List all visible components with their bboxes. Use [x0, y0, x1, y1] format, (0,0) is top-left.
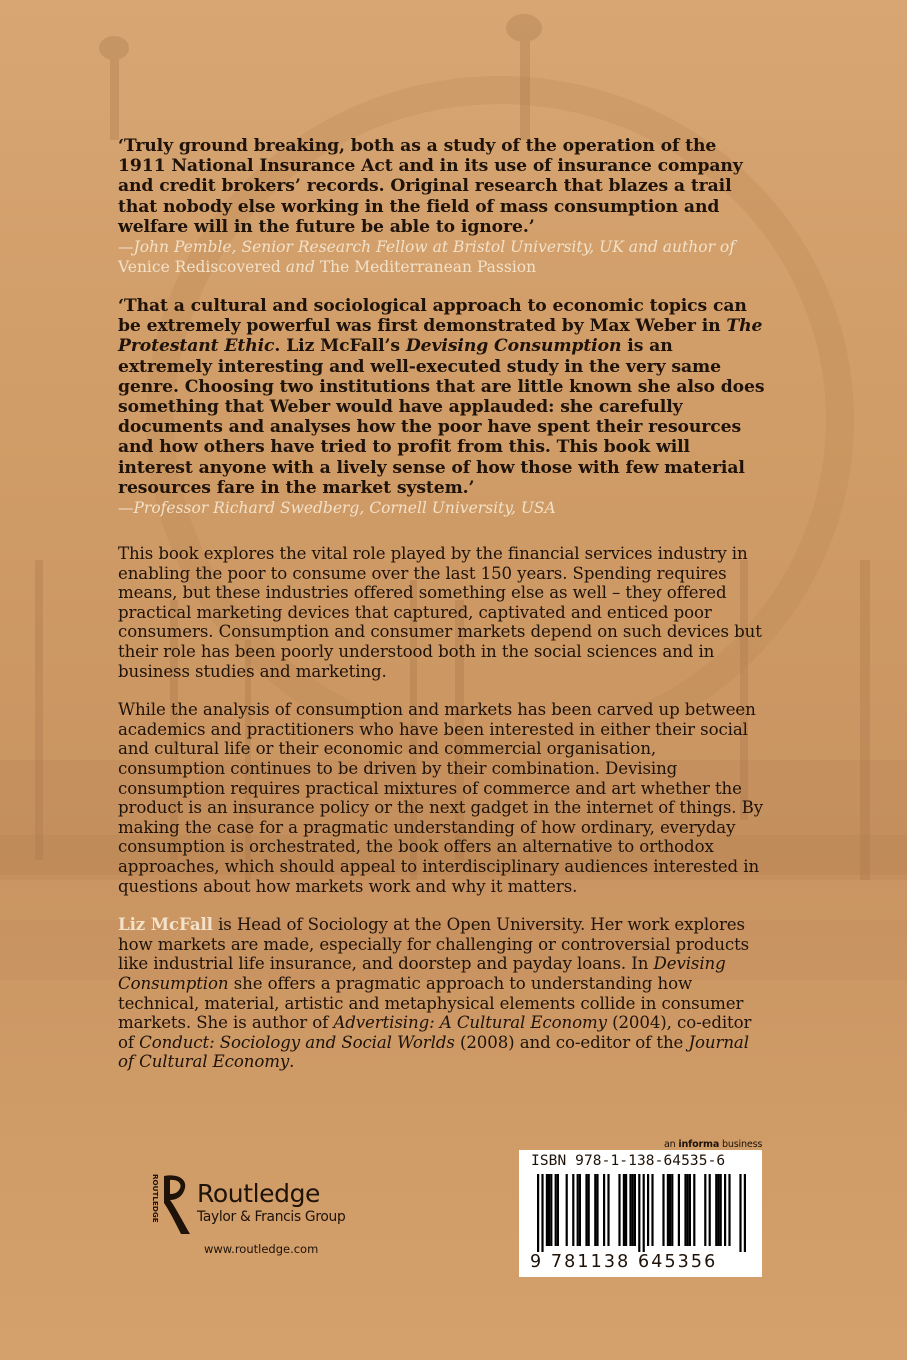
barcode-bar: [689, 1174, 691, 1246]
barcode-bar: [715, 1174, 717, 1246]
barcode-bar: [647, 1174, 649, 1246]
informa-business-label: [664, 1139, 762, 1150]
barcode-bar: [669, 1174, 671, 1246]
quote-1-book-title-1: Venice Rediscovered: [118, 258, 281, 277]
barcode-bar: [662, 1174, 664, 1246]
bio-journal: Journal of Cultural Economy: [118, 1032, 749, 1072]
barcode-bar: [724, 1174, 726, 1246]
bio-text-1: is Head of Sociology at the Open University. Her work explores how markets are made, especially for challenging or controversial products like industrial life insurance, and doorstep and payday loans. In: [118, 915, 750, 974]
quote-2: [118, 296, 768, 518]
barcode-bar: [693, 1174, 695, 1246]
barcode-bar: [634, 1174, 636, 1246]
barcode-bar: [728, 1174, 730, 1246]
barcode-bar: [629, 1174, 631, 1246]
bio-text-3: (2004), co-editor of: [118, 1013, 752, 1052]
barcode-bar: [557, 1174, 559, 1246]
publisher-website: www.routledge.com: [204, 1242, 319, 1256]
barcode-bar: [594, 1174, 596, 1246]
bio-book-1: Devising Consumption: [118, 954, 726, 993]
barcode-bar: [687, 1174, 689, 1246]
bio-book-2: Advertising: A Cultural Economy: [333, 1013, 607, 1033]
barcode-bar: [579, 1174, 581, 1246]
routledge-logo-icon: [148, 1172, 194, 1236]
barcode-bar: [623, 1174, 625, 1246]
informa-suffix: business: [721, 1139, 763, 1150]
barcode-bar: [537, 1174, 539, 1252]
routledge-logo-vertical-text: ROUTLEDGE: [151, 1174, 160, 1223]
barcode-bars: [519, 1172, 762, 1252]
barcode-bar: [541, 1174, 543, 1252]
quote-2-text-c: is an extremely interesting and well-executed study in the very same genre. Choosing two institutions that are little known she also does something that Weber would have applauded: she carefully documents and analyses how the poor have spent their resources and how others have tried to profit from this. This book will interest anyone with a lively sense of how those with few material resources fare in the market system.’: [118, 336, 765, 498]
barcode-bar: [548, 1174, 550, 1246]
quote-1-and: and: [285, 258, 315, 277]
barcode-bar: [618, 1174, 620, 1246]
barcode-bar: [717, 1174, 719, 1246]
barcode-bar: [684, 1174, 686, 1246]
bio-book-3: Conduct: Sociology and Social Worlds: [139, 1032, 455, 1052]
barcode-bar: [555, 1174, 557, 1246]
informa-prefix: an: [664, 1139, 676, 1150]
quote-2-text-a: ‘That a cultural and sociological approach to economic topics can be extremely powerful was first demonstrated by Max Weber in: [118, 296, 747, 337]
bio-text-2: she offers a pragmatic approach to understanding how technical, material, artistic and metaphysical elements collide in consumer markets. She is author of: [118, 973, 744, 1033]
barcode-bar: [596, 1174, 598, 1246]
ean-right: 645356: [637, 1252, 718, 1272]
barcode-bar: [704, 1174, 706, 1246]
barcode-bar: [651, 1174, 653, 1246]
publisher-name: Routledge: [197, 1179, 321, 1208]
quote-1-attribution-text: —John Pemble, Senior Research Fellow at Bristol University, UK and author of: [118, 238, 735, 257]
informa-brand: informa: [678, 1139, 720, 1150]
ean-left: 781138: [550, 1252, 631, 1272]
bio-text-4: (2008) and co-editor of the: [459, 1032, 684, 1052]
back-cover-text: [118, 136, 768, 1072]
barcode-bar: [550, 1174, 552, 1246]
barcode-bar: [638, 1174, 640, 1252]
barcode-bar: [585, 1174, 587, 1246]
description-paragraph-1: This book explores the vital role played by the financial services industry in enabling the poor to consume over the last 150 years. Spending requires means, but these industries offered something else as well – they offered practical marketing devices that captured, captivated and enticed poor consumers. Consumption and consumer markets depend on such devices but their role has been poorly understood both in the social sciences and in business studies and marketing.: [118, 544, 762, 681]
publisher-block: [197, 1180, 345, 1226]
barcode-bar: [667, 1174, 669, 1246]
publisher-group: Taylor & Francis Group: [197, 1209, 346, 1225]
barcode-bar: [744, 1174, 746, 1252]
barcode-bar: [720, 1174, 722, 1246]
author-bio: [118, 915, 768, 1072]
isbn-label: ISBN 978-1-138-64535-6: [531, 1153, 726, 1169]
barcode-bar: [709, 1174, 711, 1246]
description-paragraph-2: While the analysis of consumption and markets has been carved up between academics and practitioners who have been interested in either their social and cultural life or their economic and commercial organisation, consumption continues to be driven by their combination. Devising consumption requires practical mixtures of commerce and art whether the product is an insurance policy or the next gadget in the internet of things. By making the case for a pragmatic understanding of how ordinary, everyday consumption is orchestrated, the book offers an alternative to orthodox approaches, which should appeal to interdisciplinary audiences interested in questions about how markets work and why it matters.: [118, 700, 763, 896]
barcode-bar: [577, 1174, 579, 1246]
ean-digits: [530, 1252, 717, 1272]
barcode-bar: [643, 1174, 645, 1252]
quote-2-book-2: Devising Consumption: [405, 336, 622, 357]
barcode-bar: [625, 1174, 627, 1246]
barcode-bar: [739, 1174, 741, 1252]
barcode-bar: [607, 1174, 609, 1246]
bio-text-5: .: [289, 1052, 295, 1072]
quote-2-book-1: The Protestant Ethic: [118, 316, 763, 357]
quote-2-attribution: —Professor Richard Swedberg, Cornell University, USA: [118, 499, 556, 518]
barcode-bar: [566, 1174, 568, 1246]
quote-1: [118, 136, 768, 277]
author-name: Liz McFall: [118, 914, 213, 935]
barcode-bar: [678, 1174, 680, 1246]
barcode-bar: [632, 1174, 634, 1246]
quote-2-text: [118, 296, 768, 498]
barcode-bar: [588, 1174, 590, 1246]
ean-first: 9: [530, 1252, 544, 1272]
quote-2-text-b: . Liz McFall’s: [274, 336, 400, 357]
quote-1-book-title-2: The Mediterranean Passion: [319, 258, 537, 277]
quote-1-attribution: [118, 237, 768, 277]
barcode-bar: [671, 1174, 673, 1246]
barcode-bar: [546, 1174, 548, 1246]
barcode-bar: [603, 1174, 605, 1246]
quote-1-text: ‘Truly ground breaking, both as a study of the operation of the 1911 National Insurance Act and in its use of insurance company and credit brokers’ records. Original research that blazes a trail that nobody else working in the field of mass consumption and welfare will in the future be able to ignore.’: [118, 136, 743, 237]
barcode-bar: [572, 1174, 574, 1246]
isbn-barcode: [519, 1150, 762, 1277]
